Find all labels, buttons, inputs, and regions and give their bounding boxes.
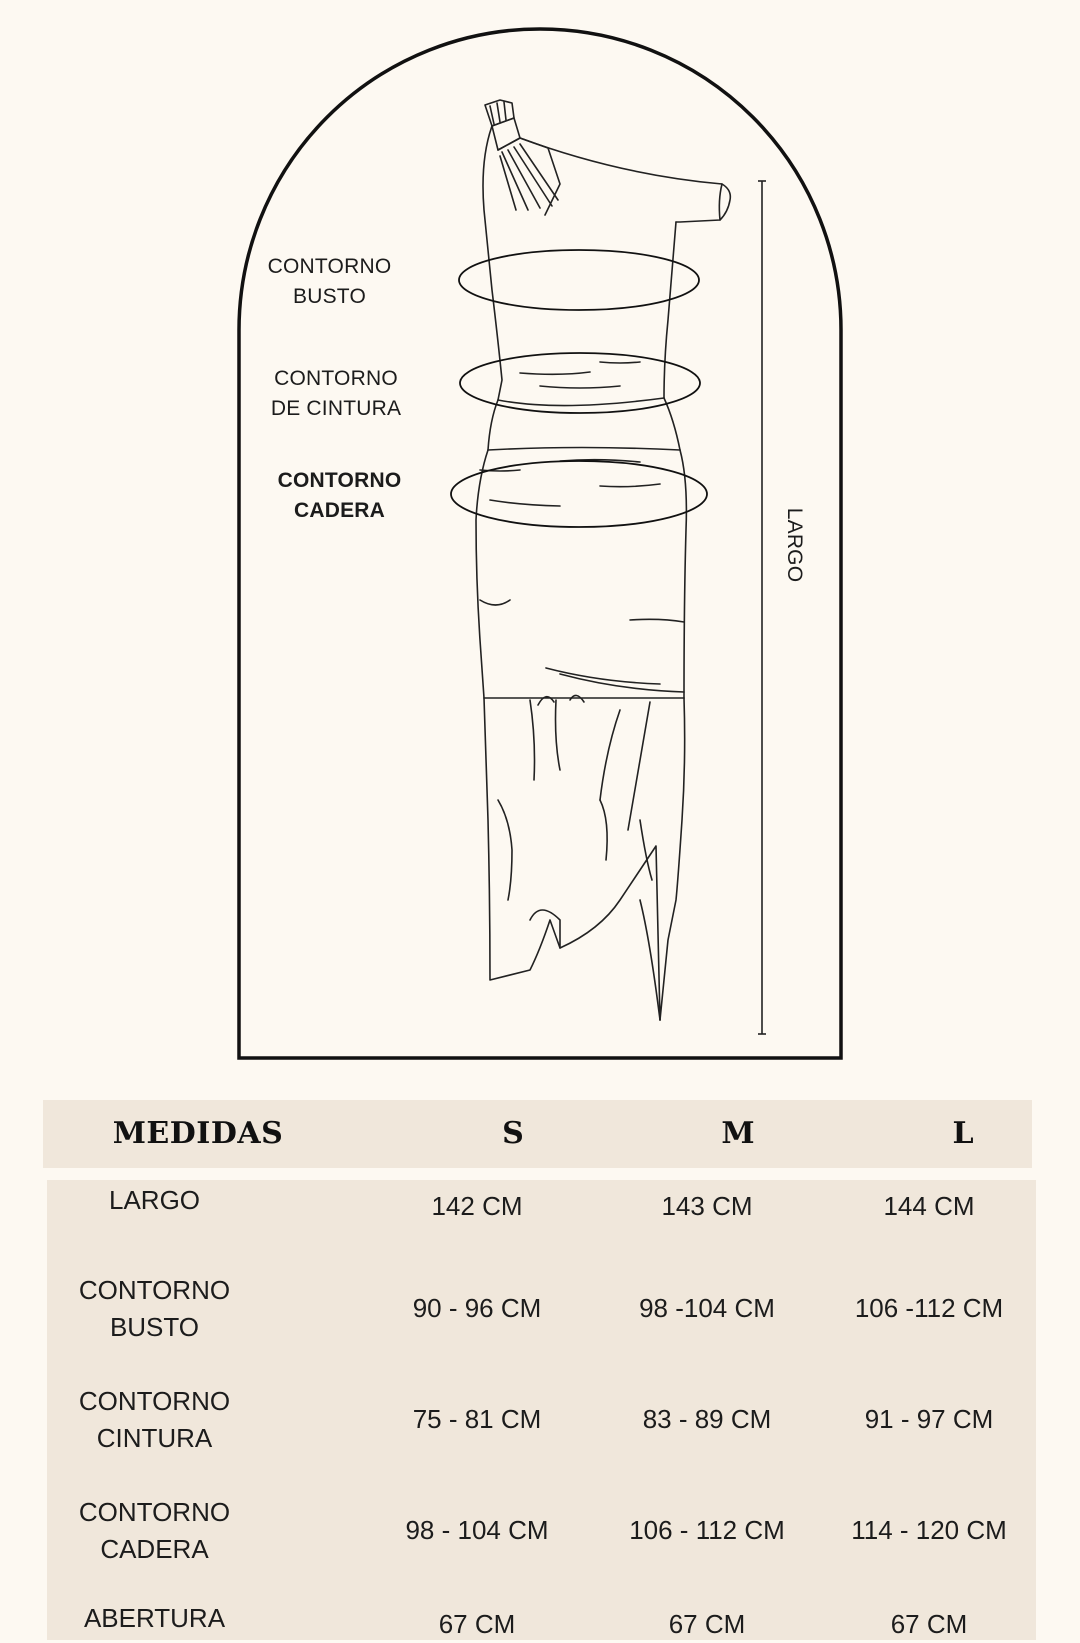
table-body — [47, 1180, 1036, 1640]
bust-label: CONTORNO BUSTO — [267, 255, 392, 308]
cell-l: 106 -112 CM — [854, 1293, 1004, 1323]
row-label: LARGO — [108, 1185, 201, 1215]
cell-s: 90 - 96 CM — [412, 1293, 542, 1323]
cell-m: 98 -104 CM — [639, 1293, 775, 1323]
row-label: CONTORNO CINTURA — [78, 1386, 231, 1453]
hip-label: CONTORNO CADERA — [277, 469, 402, 522]
header-size-s: S — [502, 1116, 524, 1151]
length-label: LARGO — [783, 507, 806, 583]
cell-m: 143 CM — [661, 1191, 753, 1221]
table-header — [43, 1100, 1032, 1168]
cell-m: 106 - 112 CM — [629, 1515, 785, 1545]
row-label: CONTORNO BUSTO — [78, 1275, 231, 1342]
cell-l: 91 - 97 CM — [864, 1404, 994, 1434]
cell-m: 83 - 89 CM — [642, 1404, 772, 1434]
row-label: CONTORNO CADERA — [78, 1497, 231, 1564]
hip-measure-ellipse — [451, 461, 707, 527]
header-size-l: L — [952, 1116, 974, 1151]
waist-label: CONTORNO DE CINTURA — [270, 367, 402, 420]
header-measures: MEDIDAS — [112, 1116, 284, 1151]
cell-s: 142 CM — [431, 1191, 523, 1221]
header-size-m: M — [721, 1116, 755, 1151]
length-measure-line — [758, 181, 766, 1034]
arch-frame — [239, 29, 841, 1058]
bust-measure-ellipse — [459, 250, 699, 310]
cell-l: 144 CM — [883, 1191, 975, 1221]
cell-l: 67 CM — [890, 1609, 968, 1639]
row-label: ABERTURA — [83, 1603, 226, 1633]
cell-s: 98 - 104 CM — [405, 1515, 549, 1545]
dress-outline — [476, 100, 730, 1020]
cell-s: 75 - 81 CM — [412, 1404, 542, 1434]
cell-m: 67 CM — [668, 1609, 746, 1639]
cell-s: 67 CM — [438, 1609, 516, 1639]
cell-l: 114 - 120 CM — [851, 1515, 1007, 1545]
